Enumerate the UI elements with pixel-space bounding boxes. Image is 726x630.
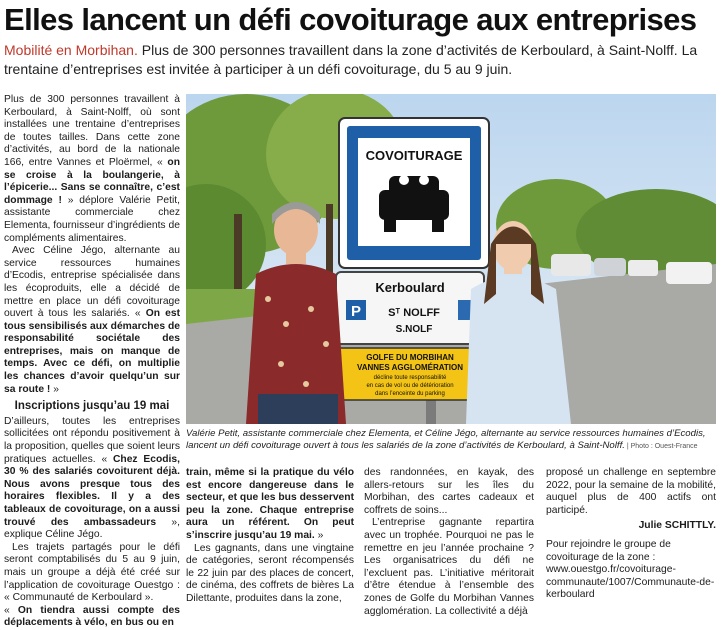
text-run: »: [314, 529, 324, 541]
col1-paragraph-3: [4, 416, 180, 542]
sign-covoiturage-text: COVOITURAGE: [365, 148, 463, 163]
caption-text: Valérie Petit, assistante commerciale chez Elementa, et Céline Jégo, alternante au service ressources humaines d’Ecodis, lancent un défi covoiturage ouvert à tous les salariés de la zone d’activités de Kerboulard, à Saint-Nolff.: [186, 428, 706, 451]
text-run: D’ailleurs, toutes les entreprises sollicitées ont répondu positivement à la proposition, quelles que soient leurs pratiques actuelles. «: [4, 415, 180, 465]
col3-paragraph-1: des randonnées, en kayak, des allers-retours sur les îles du Morbihan, des cartes cadeaux et coffrets de soins...: [364, 467, 534, 516]
sign-yellow-line: en cas de vol ou de détérioration: [366, 383, 454, 389]
col4-paragraph-1: proposé un challenge en septembre 2022, pour la semaine de la mobilité, auquel plus de 400 actifs ont participé.: [546, 467, 716, 516]
sign-yellow-line: GOLFE DU MORBIHAN: [366, 353, 454, 362]
standfirst-kicker: Mobilité en Morbihan.: [4, 42, 138, 58]
quote-run: train, même si la pratique du vélo est encore dangereuse dans le secteur, et que les bus desservent peu la zone. Chaque entreprise aura un référent. On peut s’inscrire jusqu’au 19 mai.: [186, 467, 354, 541]
quote-run: On est tous sensibilisés aux démarches de responsabilité sociétale des entreprises, mais on manque de temps. Avec ce défi, on multiplie les chances d’avoir quelqu’un sur sa route !: [4, 308, 180, 395]
quote-run: On tiendra aussi compte des déplacements à vélo, en bus ou en: [4, 604, 180, 629]
col2-paragraph-1: [186, 467, 354, 543]
text-run: »: [50, 383, 59, 395]
quote-run: on se croise à la boulangerie, à l’épicerie... Sans se connaître, c’est dommage !: [4, 156, 180, 206]
subheading: Inscriptions jusqu’au 19 mai: [14, 400, 170, 413]
col2-paragraph-2: Les gagnants, dans une vingtaine de catégories, seront récompensés le 22 juin par des places de concert, de cinéma, des coffrets de bières La Dilettante, produites dans la zone,: [186, 542, 354, 604]
text-run: Avec Céline Jégo, alternante au service ressources humaines d’Ecodis, entreprise spécialisée dans les écoproduits, elle a décidé de mettre en place un défi covoiturage ouvert à tous les salariés. «: [4, 245, 180, 320]
standfirst: [4, 41, 720, 78]
photo-credit: | Photo : Ouest-France: [624, 442, 698, 450]
quote-run: Chez Ecodis, 30 % des salariés covoiturent déjà. Nous avons presque tous des horaires flexibles. Il y a des tableaux de covoiturage, on a aussi trouvé des ambassadeurs: [4, 453, 181, 528]
col4-paragraph-2: Pour rejoindre le groupe de covoiturage de la zone : www.ouestgo.fr/covoiturage-communaute/1007/Communaute-de-kerboulard: [546, 538, 715, 601]
headline: Elles lancent un défi covoiturage aux entreprises: [4, 2, 697, 37]
text-run: Plus de 300 personnes travaillent à Kerboulard, à Saint-Nolff, où sont installées une trentaine d’entreprises de toutes tailles. Dans cette zone d’activités, au bord de la nationale 166, entre Vannes et Ploërmel, «: [4, 94, 180, 168]
text-run: », explique Céline Jégo.: [4, 516, 180, 541]
sign-yellow-line: dans l’enceinte du parking: [375, 391, 445, 397]
col3-paragraph-2: L’entreprise gagnante repartira avec un trophée. Pourquoi ne pas le remettre en jeu l’année prochaine ? Les organisatrices du défi ne l’excluent pas. L’initiative méritorait d’être étendue à l’ensemble des zones de Golfe du Morbihan Vannes agglomération. La collectivité a déjà: [364, 517, 534, 617]
author-byline: Julie SCHITTLY.: [638, 520, 716, 532]
col1-paragraph-1: [4, 94, 180, 245]
sign-yellow-line: VANNES AGGLOMÉRATION: [356, 363, 464, 372]
sign-town-text-2: S.NOLF: [395, 324, 433, 335]
photo-illustration: [186, 94, 716, 424]
text-run: » déplore Valérie Petit, assistante commerciale chez Elementa, fournisseur d’ingrédients de compléments alimentaires.: [4, 194, 180, 244]
column-4: [546, 467, 716, 602]
column-1: [4, 94, 180, 630]
sign-town-text: Sᵀ NOLFF: [388, 307, 440, 319]
sign-yellow-line: décline toute responsabilité: [373, 375, 447, 381]
col1-paragraph-5: [4, 605, 180, 630]
col1-paragraph-4: Les trajets partagés pour le défi seront comptabilisés du 5 au 9 juin, mais un groupe a déjà été créé sur l’application de covoiturage Ouestgo : « Communauté de Kerboulard ».: [4, 541, 180, 604]
text-run: «: [4, 604, 18, 616]
parking-p-icon: P: [350, 303, 362, 320]
column-2: [186, 467, 354, 606]
photo-caption: [186, 428, 716, 452]
column-3: [364, 467, 534, 618]
sign-place-text: Kerboulard: [375, 280, 445, 295]
article-photo: [186, 94, 716, 424]
col1-paragraph-2: [4, 245, 180, 396]
standfirst-text: Plus de 300 personnes travaillent dans la zone d’activités de Kerboulard, à Saint-Nolff. La trentaine d’entreprises est invitée à participer à un défi covoiturage, du 5 au 9 juin.: [4, 42, 698, 77]
